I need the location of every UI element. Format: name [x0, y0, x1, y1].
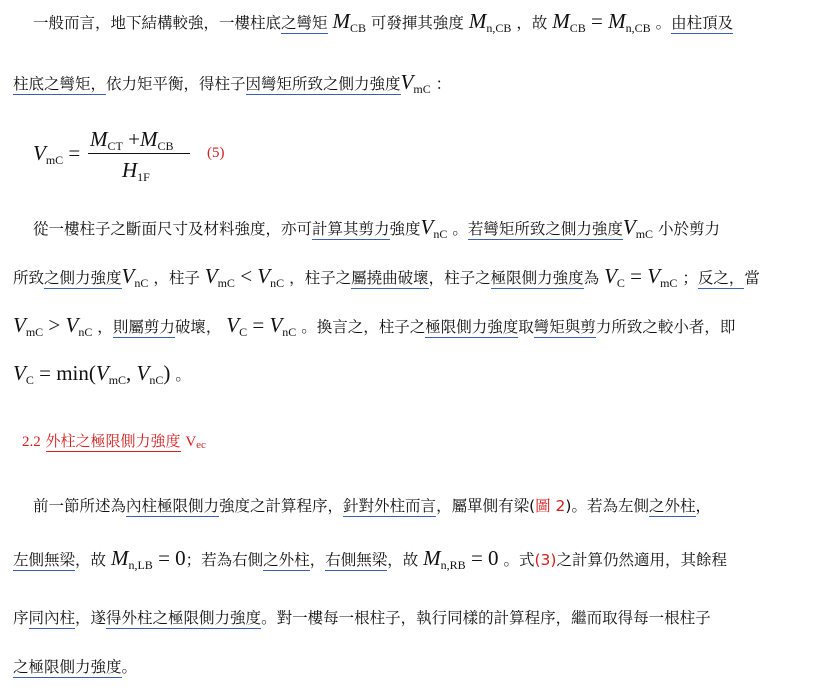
math-H: H — [122, 158, 138, 182]
underlined-text: 針對外柱而言 — [343, 497, 437, 515]
underlined-text: 則屬剪力 — [112, 318, 175, 336]
text: 。 — [655, 14, 672, 32]
math-sub: mC — [25, 325, 44, 339]
text: ， — [309, 551, 326, 569]
text: )。若為左側 — [565, 497, 649, 515]
text: 力所致之較小者，即 — [595, 318, 736, 336]
math-M: M — [423, 546, 441, 570]
math-min: min( — [56, 361, 96, 385]
math-V: V — [65, 313, 79, 337]
math-M: M — [90, 127, 108, 151]
math-sub: nC — [149, 373, 164, 387]
underlined-text: 若彎矩所致之側力強度 — [467, 220, 623, 238]
underlined-text: 極限側力強度 — [490, 269, 584, 287]
math-V: V — [95, 361, 109, 385]
text: ，柱子之 — [289, 269, 352, 287]
section-heading — [22, 430, 206, 451]
math-sub: CT — [107, 139, 123, 153]
text: 。 — [452, 220, 468, 238]
underlined-text: 同內柱 — [28, 609, 76, 627]
text: 之計算仍然適用，其餘程 — [556, 551, 727, 569]
math-sub: mC — [45, 153, 64, 167]
math-V: V — [420, 215, 434, 239]
p1-line1 — [33, 9, 733, 36]
text: 小於剪力 — [657, 220, 720, 238]
fraction-bar — [88, 153, 190, 154]
section-title: 外柱之極限側力強度 — [45, 432, 181, 450]
text: ，柱子之 — [428, 269, 491, 287]
text: ；若為右側 — [185, 551, 264, 569]
text: 可發揮其強度 — [370, 14, 464, 32]
math-plus: + — [128, 127, 140, 151]
math-V: V — [13, 361, 26, 385]
math-lt: < — [234, 264, 258, 288]
eq-lhs — [33, 141, 80, 168]
math-zero: 0 — [175, 546, 186, 570]
text: 從一樓柱子之斷面尺寸及材料強度，亦可 — [33, 220, 313, 238]
math-sub: nC — [282, 325, 297, 339]
math-gt: > — [43, 313, 66, 337]
underlined-text: 得外柱之極限側力強度 — [106, 609, 262, 627]
figure-ref[interactable]: 圖 2 — [535, 497, 566, 515]
section-symbol: V — [185, 434, 197, 450]
underlined-text: 內柱極限側力 — [126, 497, 220, 515]
text: ； — [682, 269, 698, 287]
math-sub: C — [616, 276, 625, 290]
underlined-text: 之極限側力強度 — [13, 658, 122, 676]
math-V: V — [647, 264, 661, 288]
math-eq: = — [465, 546, 489, 570]
underlined-text: 彎矩與剪 — [533, 318, 596, 336]
math-M: M — [608, 9, 626, 33]
math-V: V — [269, 313, 283, 337]
underlined-text: 柱底之彎矩， — [13, 75, 107, 93]
underlined-text: 因彎矩所致之側力強度 — [245, 75, 401, 93]
math-eq: = — [152, 546, 176, 570]
text: 一般而言，地下結構較強，一樓柱底 — [33, 14, 282, 32]
math-V: V — [204, 264, 218, 288]
math-sub: mC — [635, 227, 654, 241]
math-V: V — [136, 361, 150, 385]
underlined-text: 極限側力強度 — [425, 318, 519, 336]
text: ，故 — [387, 551, 419, 569]
p2-line4 — [13, 361, 191, 388]
math-eq: = — [33, 361, 57, 385]
text: ，屬單側有梁( — [436, 497, 536, 515]
equation-number: (5) — [207, 145, 225, 161]
text: ，柱子 — [153, 269, 200, 287]
text: 。 — [175, 366, 191, 384]
text: 前一節所述為 — [33, 497, 127, 515]
math-sub: CB — [157, 139, 174, 153]
text: 強度 — [389, 220, 421, 238]
math-M: M — [110, 546, 129, 570]
text: 。式 — [503, 551, 535, 569]
math-eq: = — [247, 313, 270, 337]
underlined-text: 之彎矩 — [281, 14, 328, 32]
math-sub: n,CB — [625, 21, 651, 35]
p3-line4 — [13, 655, 137, 677]
equation-ref[interactable]: (3) — [534, 551, 557, 569]
section-number: 2.2 — [22, 434, 41, 450]
math-M: M — [139, 127, 158, 151]
section-symbol-sub: ec — [196, 439, 206, 451]
eq-numerator — [90, 127, 173, 154]
math-V: V — [226, 313, 240, 337]
math-sub: n,CB — [486, 21, 512, 35]
underlined-text: 之外柱 — [648, 497, 696, 515]
p2-line1 — [33, 215, 720, 242]
math-sub: nC — [78, 325, 93, 339]
underlined-text: 由柱頂及 — [671, 14, 734, 32]
math-V: V — [257, 264, 271, 288]
math-sub: mC — [413, 82, 431, 96]
math-sub: CB — [349, 21, 366, 35]
p2-line2 — [13, 264, 760, 291]
math-comma: , — [126, 361, 137, 385]
math-M: M — [468, 9, 487, 33]
text: 所致 — [13, 269, 45, 287]
p3-line3 — [13, 606, 711, 628]
math-sub: mC — [108, 373, 127, 387]
math-sub: nC — [270, 276, 285, 290]
text: 為 — [583, 269, 600, 287]
math-paren: ) — [163, 361, 171, 385]
math-sub: n,RB — [440, 558, 466, 572]
text: 破壞， — [174, 318, 222, 336]
text: ，故 — [516, 14, 548, 32]
math-zero: 0 — [488, 546, 499, 570]
underlined-text: 之外柱 — [263, 551, 310, 569]
text: 。對一樓每一根柱子，執行同樣的計算程序，繼而取得每一根柱子 — [261, 609, 711, 627]
math-V: V — [33, 141, 46, 165]
math-sub: nC — [134, 276, 149, 290]
math-sub: mC — [660, 276, 678, 290]
p3-line1 — [33, 494, 711, 516]
text: 取 — [518, 318, 534, 336]
text: ， — [695, 497, 712, 515]
underlined-text: 之側力強度 — [44, 269, 122, 287]
math-sub: nC — [433, 227, 448, 241]
text: 當 — [744, 269, 760, 287]
p3-line2 — [13, 546, 727, 573]
math-sub: C — [239, 325, 248, 339]
math-V: V — [121, 264, 135, 288]
math-V: V — [604, 264, 617, 288]
p2-line3: $V_{mC} > V_{nC}$ ，則屬剪力破壞， $V_C = V_{nC}$ 。換言之，柱子之極限側力強度取彎矩與剪力所致之較小者，即 — [13, 313, 736, 339]
math-sub: mC — [217, 276, 235, 290]
text: ： — [435, 75, 452, 93]
math-sub: CB — [569, 21, 586, 35]
math-M: M — [332, 9, 350, 33]
text: 強度之計算程序， — [219, 497, 344, 515]
p1-line2 — [13, 70, 451, 97]
math-V: V — [13, 313, 26, 337]
text: 序 — [13, 609, 29, 627]
math-sub: 1F — [137, 170, 150, 184]
underlined-text: 反之， — [697, 269, 745, 287]
underlined-text: 左側無梁 — [13, 551, 76, 569]
math-eq: = — [585, 9, 609, 33]
math-M: M — [552, 9, 570, 33]
math-sub: C — [25, 373, 34, 387]
text: 依力矩平衡，得柱子 — [106, 75, 246, 93]
math-sub: n,LB — [128, 558, 153, 572]
underlined-text: 計算其剪力 — [312, 220, 390, 238]
text: 。 — [121, 658, 138, 676]
text: ，故 — [75, 551, 107, 569]
math-V: V — [622, 215, 636, 239]
underlined-text: 右側無梁 — [325, 551, 388, 569]
text: ，遂 — [75, 609, 107, 627]
text: 。換言之，柱子之 — [301, 318, 426, 336]
math-eq: = — [624, 264, 648, 288]
eq-equals: = — [68, 141, 81, 165]
underlined-text: 屬撓曲破壞 — [351, 269, 429, 287]
math-V: V — [400, 70, 414, 94]
eq-denominator — [122, 158, 150, 185]
